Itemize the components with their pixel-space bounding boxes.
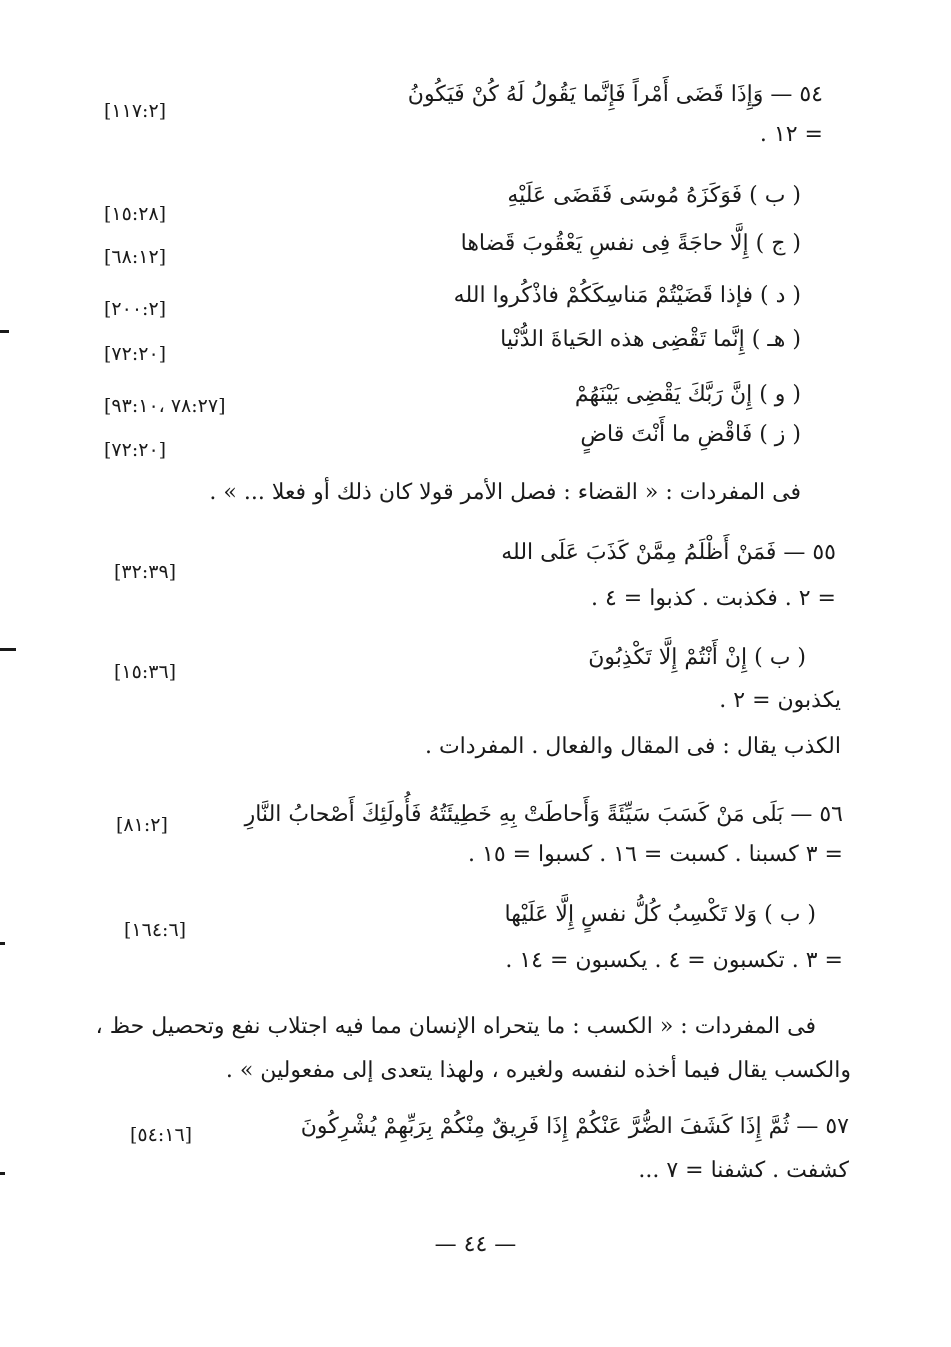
entry-54-c: ( ج ) إِلَّا حاجَةً فِى نفسِ يَعْقُوبَ قَضاها: [460, 231, 801, 256]
entry-55-b-count: يكذبون = ٢ .: [719, 688, 841, 713]
entry-55-count: = ٢ . فكذبت . كذبوا = ٤ .: [590, 586, 836, 611]
entry-56-reference: [٨١:٢]: [116, 814, 168, 836]
entry-55-note: الكذب يقال : فى المقال والفعال . المفردات .: [424, 734, 841, 759]
entry-54-g: ( ز ) فَاقْضِ ما أَنْتَ قاضٍ: [580, 422, 801, 447]
entry-57-verse: ٥٧ — ثُمَّ إِذَا كَشَفَ الضُّرَّ عَنْكُمْ إِذَا فَرِيقٌ مِنْكُمْ بِرَبِّهِمْ يُشْرِكُونَ: [300, 1114, 849, 1139]
entry-56-b: ( ب ) وَلا تَكْسِبُ كُلُّ نفسٍ إِلَّا عَلَيْها: [504, 902, 816, 927]
entry-56-b-count: = ٣ . تكسبون = ٤ . يكسبون = ١٤ .: [505, 948, 843, 973]
entry-55-reference: [٣٢:٣٩]: [114, 561, 177, 583]
entry-54-d-reference: [٢٠٠:٢]: [104, 298, 167, 320]
entry-57-reference: [٥٤:١٦]: [130, 1124, 193, 1146]
entry-56-note-line-2: والكسب يقال فيما أخذه لنفسه ولغيره ، ولهذا يتعدى إلى مفعولين » .: [225, 1058, 851, 1083]
entry-56-verse: ٥٦ — بَلَى مَنْ كَسَبَ سَيِّئَةً وَأَحاطَتْ بِهِ خَطِيئَتُهُ فَأُولَئِكَ أَصْحابُ النَّارِ: [244, 802, 843, 827]
entry-54-f-reference: [٧٨:٢٧ ،٩٣:١٠]: [104, 395, 226, 417]
scan-edge-mark: [0, 1172, 5, 1175]
entry-54-note: فى المفردات : « القضاء : فصل الأمر قولا كان ذلك أو فعلا ... » .: [209, 480, 801, 505]
entry-54-f: ( و ) إِنَّ رَبَّكَ يَقْضِى بَيْنَهُمْ: [574, 382, 801, 407]
entry-54-d: ( د ) فإذا قَضَيْتُمْ مَناسِكَكُمْ فاذْكُروا الله: [453, 283, 801, 308]
entry-56-note-line-1: فى المفردات : « الكسب : ما يتحراه الإنسان مما فيه اجتلاب نفع وتحصيل حظ ،: [95, 1014, 816, 1039]
scan-edge-mark: [0, 942, 5, 945]
page-number: — ٤٤ —: [434, 1232, 517, 1257]
entry-56-count: = ٣ كسبنا . كسبت = ١٦ . كسبوا = ١٥ .: [468, 842, 843, 867]
entry-54-b: ( ب ) فَوَكَزَهُ مُوسَى فَقَضَى عَلَيْهِ: [507, 183, 801, 208]
entry-57-count: كشفت . كشفنا = ٧ ...: [638, 1158, 849, 1183]
scan-edge-mark: [0, 330, 9, 333]
entry-54-reference: [١١٧:٢]: [104, 100, 167, 122]
entry-55-verse: ٥٥ — فَمَنْ أَظْلَمُ مِمَّنْ كَذَبَ عَلَى الله: [501, 540, 836, 565]
entry-54-e: ( هـ ) إِنَّما تَقْضِى هذه الحَياةَ الدُّنْيا: [500, 327, 801, 352]
entry-54-b-reference: [١٥:٢٨]: [104, 203, 167, 225]
entry-54-count: = ١٢ .: [759, 122, 823, 147]
entry-54-verse: ٥٤ — وَإِذَا قَضَى أَمْراً فَإِنَّما يَقُولُ لَهُ كُنْ فَيَكُونُ: [407, 82, 823, 107]
entry-54-e-reference: [٧٢:٢٠]: [104, 343, 167, 365]
entry-54-g-reference: [٧٢:٢٠]: [104, 439, 167, 461]
entry-55-b: ( ب ) إِنْ أَنْتُمْ إِلَّا تَكْذِبُونَ: [588, 645, 806, 670]
scan-edge-mark: [0, 648, 16, 651]
entry-56-b-reference: [١٦٤:٦]: [124, 919, 187, 941]
entry-55-b-reference: [١٥:٣٦]: [114, 661, 177, 683]
entry-54-c-reference: [٦٨:١٢]: [104, 246, 167, 268]
